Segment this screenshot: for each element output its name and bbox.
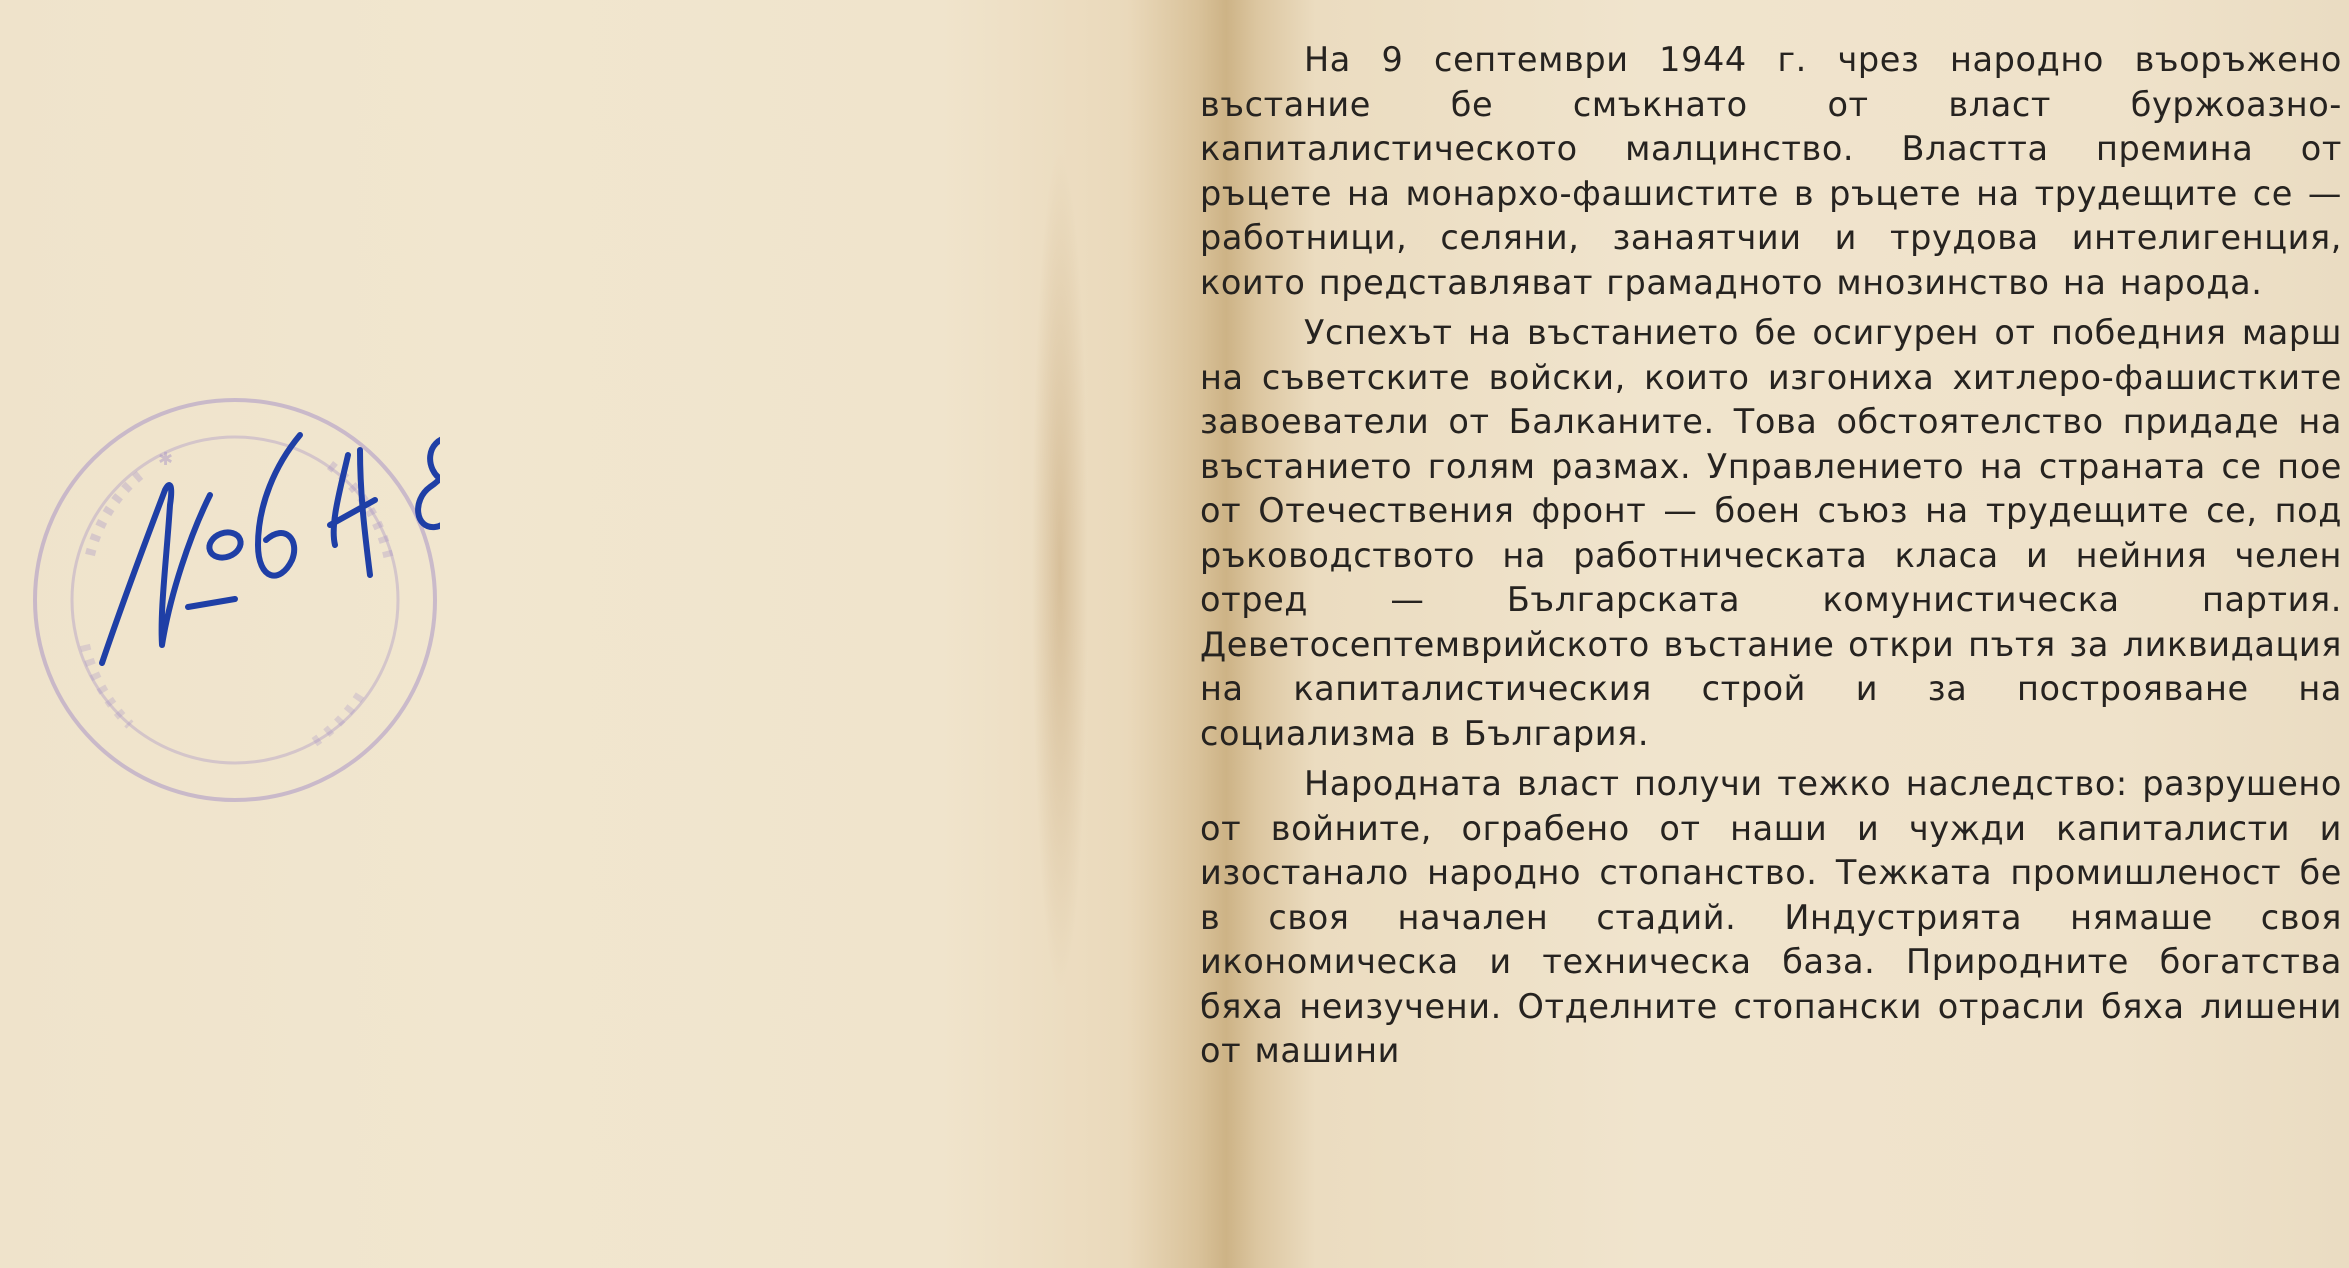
paragraph-2: Успехът на въстанието бе осигурен от победния марш на съветските войски, които изгониха хитлеро-фашистките завоеватели от Балканите. Това обстоятелство придаде на въстанието голям размах. Управлението на страната се пое от Отечествения фронт — боен съюз на трудещите се, под ръководството на работническата класа и нейния челен отред — Българската комунистическа партия. Деветосептемврийското въстание откри пътя за ликвидация на капиталистическия строй и за построяване на социализма в България. bbox=[1200, 313, 2342, 753]
stamp-marking-text: № 648 bbox=[70, 435, 73, 436]
paragraph-1: На 9 септември 1944 г. чрез народно въоръжено въстание бе смъкнато от власт буржоазно-капиталистическото малцинство. Властта премина от ръцете на монархо-фашистите в ръцете на трудещите се — работници, селяни, занаятчии и трудова интелигенция, които представляват грамадното мнозинство на народа. bbox=[1200, 40, 2342, 302]
svg-text:✱: ✱ bbox=[158, 449, 174, 470]
paragraph-3: Народната власт получи тежко наследство: разрушено от войните, ограбено от наши и чужди капиталисти и изостанало народно стопанство. Тежката промишленост бе в своя начален стадий. Индустрията нямаше своя икономическа и техническа база. Природните богатства бяха неизучени. Отделните стопански отрасли бяха лишени от машини bbox=[1200, 764, 2342, 1070]
right-page bbox=[1060, 0, 2349, 1268]
library-stamp-with-handwritten-number bbox=[30, 395, 440, 805]
body-text bbox=[1200, 38, 2342, 1074]
